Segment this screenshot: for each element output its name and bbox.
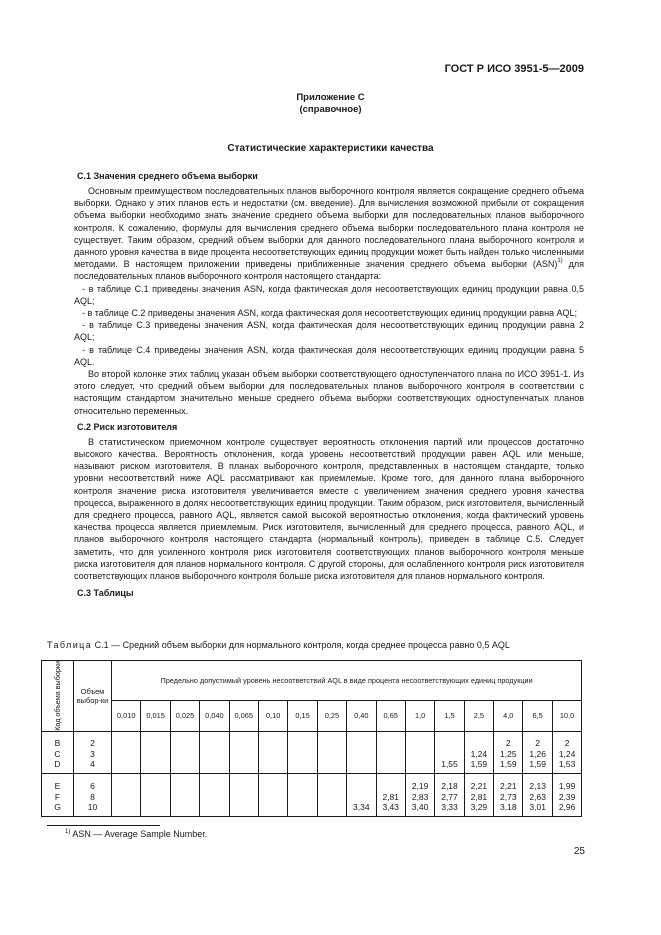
asn-table-body xyxy=(42,731,582,816)
asn-cell xyxy=(200,731,229,773)
sample-code-cell-value: G xyxy=(54,802,61,813)
asn-cell-value: 1,59 xyxy=(529,759,546,770)
aql-level-header: 2,5 xyxy=(464,701,493,732)
asn-cell-value: 3,01 xyxy=(529,802,546,813)
asn-cell-value: 2,81 xyxy=(470,791,488,802)
asn-cell-value: 2,21 xyxy=(500,781,517,792)
table-row xyxy=(42,773,582,816)
sample-code-cell-value: F xyxy=(54,791,61,802)
appendix-subtitle: (справочное) xyxy=(299,104,362,115)
section-c3 xyxy=(74,587,584,599)
section-c1-paragraph-1 xyxy=(74,185,584,283)
footnote-divider xyxy=(47,825,160,826)
asn-table xyxy=(41,660,582,817)
asn-cell xyxy=(552,773,581,816)
asn-cell xyxy=(464,731,493,773)
section-c1 xyxy=(74,170,584,417)
sample-size-cell-value: 10 xyxy=(87,802,98,813)
aql-level-header: 0,025 xyxy=(170,701,199,732)
table-caption-lead: Таблица xyxy=(47,640,93,650)
section-c1-heading: С.1 Значения среднего объема выборки xyxy=(77,171,258,181)
sample-size-cell-value: 4 xyxy=(90,759,95,770)
asn-cell xyxy=(112,773,141,816)
section-c2-paragraph: В статистическом приемочном контроле существует вероятность отклонения партий или процессов достаточно высокого качества. Вероятность отклонения, когда уровень несоответствий продукции равен AQL или меньше, называют риском изготовителя. В планах выборочного контроля, представленных в настоящем стандарте, только уровни несоответствий ниже AQL рассматривают как приемлемые. Кроме того, для данного плана выборочного контроля значение риска изготовителя увеличивается вместе с увеличением значения среднего уровня качества процесса, выраженного в долях несоответствующих единиц продукции. Таким образом, риск изготовителя, вычисленный для среднего процесса, равного AQL, является самой высокой вероятностью отклонения, когда фактический уровень качества процесса является приемлемым. Риск изготовителя, вычисленный для среднего процесса, равного AQL, и планов выборочного контроля настоящего стандарта (нормальный контроль), приведен в таблице С.5. Следует заметить, что для усиленного контроля риск изготовителя соответствующих планов выборочного контроля меньше риска изготовителя для планов нормального контроля. С другой стороны, для ослабленного контроля риск изготовителя соответствующих планов выборочного контроля больше риска изготовителя для планов нормального контроля. xyxy=(74,436,584,582)
table-row xyxy=(42,731,582,773)
aql-level-header: 0,065 xyxy=(229,701,258,732)
table-header-row xyxy=(42,661,582,701)
para1-text: Основным преимуществом последовательных планов выборочного контроля является сокращение среднего объема выборки. Однако у этих планов есть и недостатки (см. введение). Для вычисления возможной прибыли от сокращения объема выборки необходимо знать значение среднего объема выборки для последовательных планов выборочного контроля. К сожалению, формулы для вычисления среднего объема выборки последовательного плана контроля не существует. Таким образом, средний объем выборки для данного последовательного плана выборочного контроля и данного уровня качества в виде процента несоответствующих единиц продукции может быть найден только численными методами. В настоящем приложении приведены приближенные значения среднего объема выборки (ASN) xyxy=(74,186,584,270)
asn-cell xyxy=(288,731,317,773)
sample-code-cell-value: E xyxy=(54,781,61,792)
sample-code-header xyxy=(42,661,74,732)
aql-span-header: Предельно допустимый уровень несоответствий AQL в виде процента несоответствующих единиц продукции xyxy=(112,661,582,701)
asn-cell-value: 1,26 xyxy=(529,748,546,759)
asn-cell-value: 3,33 xyxy=(441,802,458,813)
asn-cell-value: 2,19 xyxy=(411,781,429,792)
asn-cell xyxy=(229,731,258,773)
asn-cell-value: 3,29 xyxy=(470,802,488,813)
sample-size-cell xyxy=(74,773,112,816)
section-c2 xyxy=(74,421,584,582)
table-caption-text: С.1 — Средний объем выборки для нормального контроля, когда среднее процесса равно 0,5 AQL xyxy=(92,640,510,650)
section-c3-heading: С.3 Таблицы xyxy=(77,588,134,599)
asn-cell-value: 2,18 xyxy=(441,781,458,792)
asn-cell-value: 3,40 xyxy=(411,802,429,813)
asn-cell-value: 1,53 xyxy=(558,759,576,770)
asn-cell xyxy=(435,731,464,773)
asn-cell-value: 3,43 xyxy=(382,802,399,813)
asn-cell-value: 2,83 xyxy=(411,791,429,802)
asn-cell-value: 2,73 xyxy=(500,791,517,802)
aql-level-header: 0,25 xyxy=(317,701,346,732)
aql-level-header: 0,015 xyxy=(141,701,170,732)
asn-cell xyxy=(170,731,199,773)
asn-cell xyxy=(347,773,376,816)
asn-cell-value: 1,25 xyxy=(500,748,517,759)
asn-cell xyxy=(494,731,523,773)
sample-size-cell-value: 2 xyxy=(90,738,95,749)
sample-size-cell-value: 3 xyxy=(90,748,95,759)
asn-cell xyxy=(112,731,141,773)
list-item: - в таблице С.3 приведены значения ASN, когда фактическая доля несоответствующих единиц продукции равна 2 AQL; xyxy=(74,320,584,343)
sample-code-cell-value: C xyxy=(54,748,61,759)
asn-cell xyxy=(523,773,552,816)
footnote xyxy=(65,829,207,839)
document-body xyxy=(74,167,584,602)
asn-cell-value: 2,39 xyxy=(558,791,576,802)
asn-cell xyxy=(317,731,346,773)
asn-cell xyxy=(229,773,258,816)
asn-cell xyxy=(405,773,434,816)
sample-code-cell-value: B xyxy=(54,738,61,749)
asn-cell-value: 3,18 xyxy=(500,802,517,813)
asn-cell-value: 1,59 xyxy=(470,759,488,770)
asn-cell xyxy=(347,731,376,773)
aql-level-header: 0,65 xyxy=(376,701,405,732)
asn-cell xyxy=(200,773,229,816)
sample-size-cell xyxy=(74,731,112,773)
asn-cell xyxy=(494,773,523,816)
asn-cell xyxy=(141,731,170,773)
aql-level-header: 1,5 xyxy=(435,701,464,732)
sample-code-header-label: Код объема выборки xyxy=(52,661,62,731)
sample-size-cell-value: 6 xyxy=(90,781,95,792)
asn-cell xyxy=(435,773,464,816)
section-c1-paragraph-2: Во второй колонке этих таблиц указан объем выборки соответствующего одноступенчатого плана по ИСО 3951-1. Из этого следует, что средний объем выборки для последовательных планов выборочного контроля в соответствии с настоящим стандартом значительно меньше среднего объема выборки соответствующих одноступенчатых планов относительно переменных. xyxy=(74,369,584,416)
aql-level-header: 0,040 xyxy=(200,701,229,732)
aql-levels-row xyxy=(42,701,582,732)
aql-level-header: 4,0 xyxy=(494,701,523,732)
asn-cell-value: 3,34 xyxy=(353,802,370,813)
aql-level-header: 10,0 xyxy=(552,701,581,732)
asn-cell-value: 2 xyxy=(564,738,570,749)
table-caption xyxy=(47,639,607,651)
asn-cell-value: 1,24 xyxy=(558,748,576,759)
asn-cell-value: 1,24 xyxy=(470,748,488,759)
asn-cell-value: 2,96 xyxy=(558,802,576,813)
asn-cell xyxy=(258,731,287,773)
document-title: Статистические характеристики качества xyxy=(227,143,434,154)
asn-cell xyxy=(141,773,170,816)
asn-cell xyxy=(258,773,287,816)
asn-cell-value: 2 xyxy=(535,738,541,749)
standard-code: ГОСТ Р ИСО 3951-5—2009 xyxy=(444,63,584,75)
aql-level-header: 0,10 xyxy=(258,701,287,732)
footnote-text: ASN — Average Sample Number. xyxy=(70,829,208,839)
asn-cell xyxy=(170,773,199,816)
asn-cell-value: 2,21 xyxy=(470,781,488,792)
appendix-title: Приложение С xyxy=(296,92,365,103)
asn-cell-value: 1,59 xyxy=(500,759,517,770)
asn-cell xyxy=(405,731,434,773)
aql-level-header: 0,010 xyxy=(112,701,141,732)
sample-size-header: Объем выбор-ки xyxy=(74,661,112,732)
list-item: - в таблице С.1 приведены значения ASN, когда фактическая доля несоответствующих единиц продукции равна 0,5 AQL; xyxy=(74,283,584,306)
asn-cell xyxy=(288,773,317,816)
list-item: - в таблице С.4 приведены значения ASN, когда фактическая доля несоответствующих единиц продукции равна 5 AQL. xyxy=(74,344,584,367)
asn-cell xyxy=(376,731,405,773)
list-item: - в таблице С.2 приведены значения ASN, когда фактическая доля несоответствующих единиц продукции равна AQL; xyxy=(82,308,578,319)
sample-code-cell xyxy=(42,773,74,816)
asn-cell-value: 1,55 xyxy=(441,759,458,770)
asn-cell xyxy=(552,731,581,773)
appendix-heading xyxy=(0,92,661,116)
aql-level-header: 0,15 xyxy=(288,701,317,732)
sample-code-cell xyxy=(42,731,74,773)
aql-level-header: 6,5 xyxy=(523,701,552,732)
footnote-ref: 1) xyxy=(557,258,563,265)
asn-cell-value: 2,63 xyxy=(529,791,546,802)
asn-cell-value: 2,81 xyxy=(382,791,399,802)
aql-level-header: 1,0 xyxy=(405,701,434,732)
asn-cell-value: 2,77 xyxy=(441,791,458,802)
aql-level-header: 0,40 xyxy=(347,701,376,732)
para1-text-end: для последовательных планов выборочного контроля настоящего стандарта: xyxy=(74,259,584,282)
asn-cell xyxy=(317,773,346,816)
asn-cell-value: 1,99 xyxy=(558,781,576,792)
asn-cell-value: 2,13 xyxy=(529,781,546,792)
sample-size-cell-value: 8 xyxy=(90,791,95,802)
asn-cell-value: 2 xyxy=(505,738,511,749)
sample-code-cell-value: D xyxy=(54,759,61,770)
asn-cell xyxy=(464,773,493,816)
footnote-marker: 1) xyxy=(65,829,71,835)
page-number: 25 xyxy=(573,846,585,857)
section-c2-heading: С.2 Риск изготовителя xyxy=(77,421,178,432)
asn-cell xyxy=(376,773,405,816)
asn-cell xyxy=(523,731,552,773)
